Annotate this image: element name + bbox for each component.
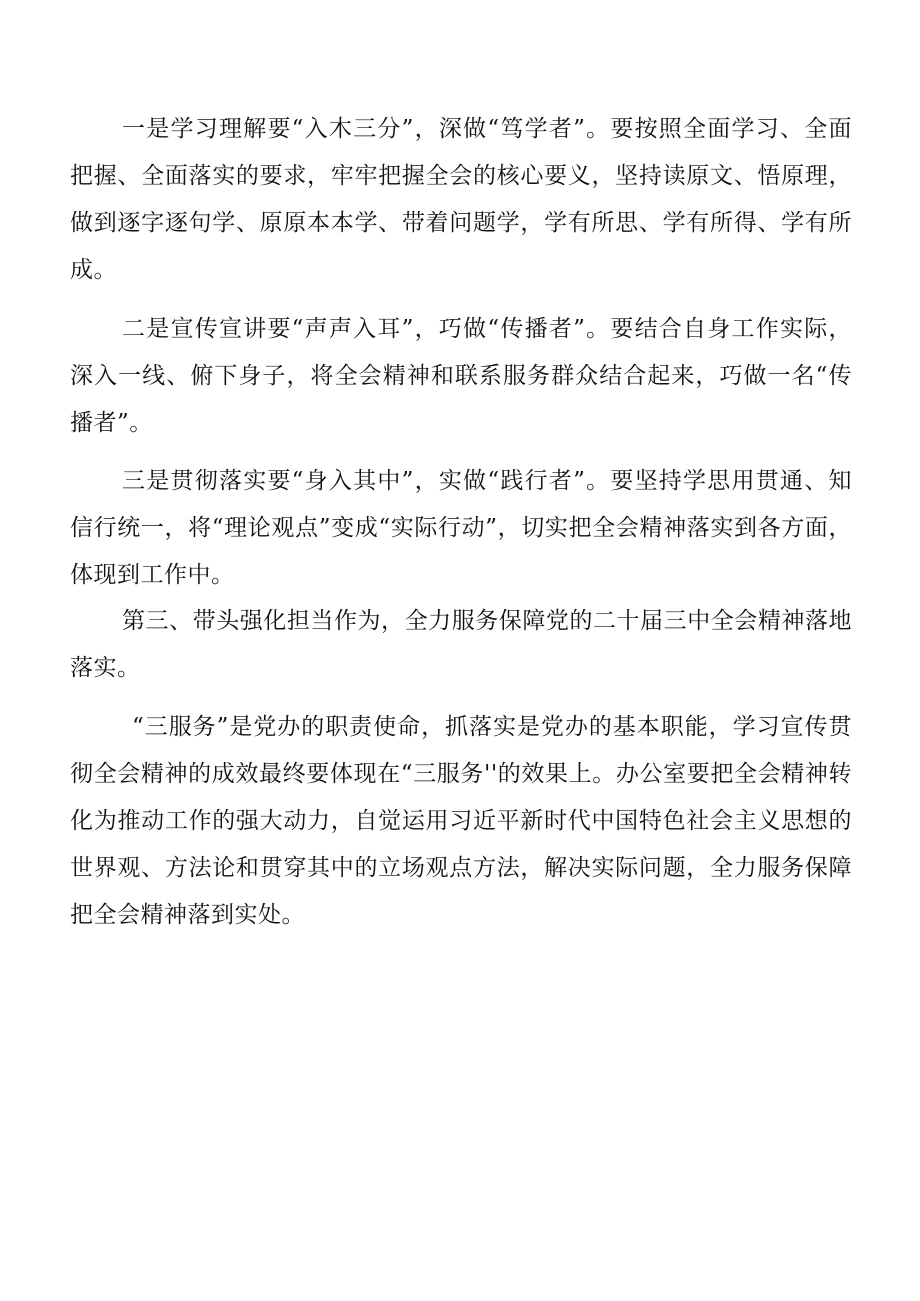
paragraph-three-services: “三服务”是党办的职责使命，抓落实是党办的基本职能，学习宣传贯彻全会精神的成效最终要体现在“三服务''的效果上。办公室要把全会精神转化为推动工作的强大动力，自觉运用习近平新时代中国特色社会主义思想的世界观、方法论和贯穿其中的立场观点方法，解决实际问题，全力服务保障把全会精神落到实处。 (70, 714, 852, 928)
paragraph-study-understanding: 一是学习理解要“入木三分”，深做“笃学者”。要按照全面学习、全面把握、全面落实的要求，牢牢把握全会的核心要义，坚持读原文、悟原理，做到逐字逐句学、原原本本学、带着问题学，学有所思、学有所得、学有所成。 (70, 116, 852, 283)
paragraph-implementation: 三是贯彻落实要“身入其中”，实做“践行者”。要坚持学思用贯通、知信行统一，将“理论观点”变成“实际行动”，切实把全会精神落实到各方面，体现到工作中。 (70, 468, 852, 588)
paragraph-section-heading-third: 第三、带头强化担当作为，全力服务保障党的二十届三中全会精神落地落实。 (70, 608, 852, 681)
paragraph-publicity: 二是宣传宣讲要“声声入耳”，巧做“传播者”。要结合自身工作实际，深入一线、俯下身子，将全会精神和联系服务群众结合起来，巧做一名“传播者”。 (70, 316, 852, 436)
